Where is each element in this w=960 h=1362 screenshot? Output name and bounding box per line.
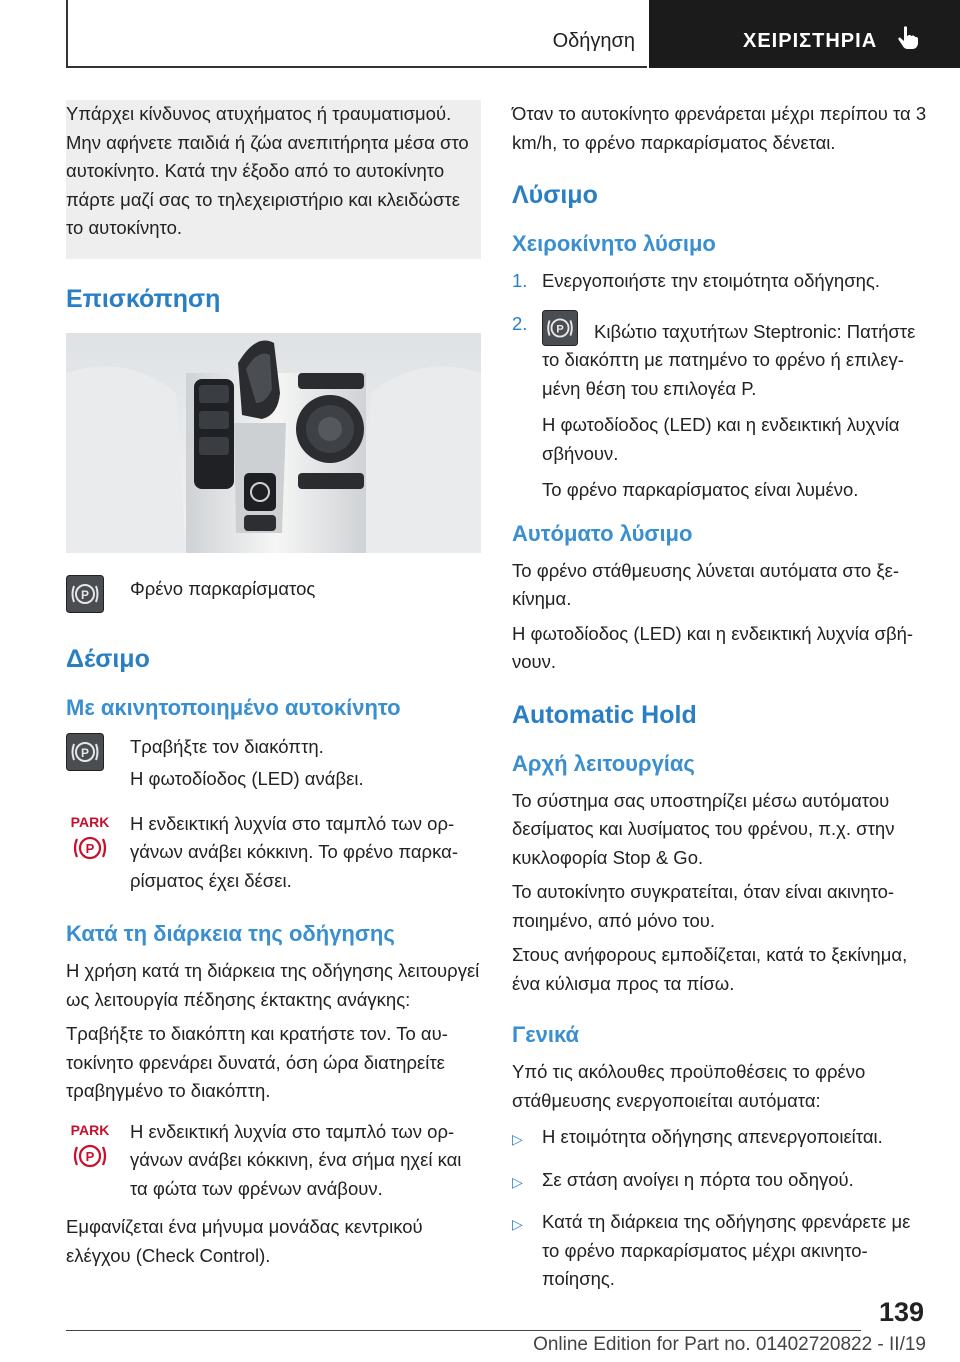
parking-brake-caption: Φρένο παρκαρίσματος: [130, 577, 316, 599]
parking-brake-switch-icon: [66, 733, 104, 771]
park-lamp-text-2: Η ενδεικτική λυχνία στο ταμπλό των οργάνων ανάβει κόκκινη, ένα σήμα ηχεί και τα φώτα των φρένων ανάβουν.: [130, 1120, 462, 1199]
driving-paragraph-1: Η χρήση κατά τη διάρκεια της οδήγησης λειτουργεί ως λειτουργία πέδησης έκτακτης ανάγκης:: [66, 960, 480, 1010]
driving-paragraph-2: Τραβήξτε το διακόπτη και κρατήστε τον. Το αυτοκίνητο φρενάρει δυνατά, όση ώρα διατηρείτε τραβηγμένο το διακόπτη.: [66, 1023, 448, 1101]
setting-heading: Δέσιμο: [66, 644, 150, 673]
list-item: [512, 1166, 930, 1197]
right-column: [512, 100, 930, 1306]
auto-release-paragraph-1: Το φρένο στάθμευσης λύνεται αυτόματα στο ξεκίνημα.: [512, 559, 900, 609]
manual-release-steps: [512, 267, 930, 505]
list-item-text: Η ετοιμότητα οδήγησης απενεργοποιείται.: [542, 1126, 883, 1147]
center-console-photo: [66, 333, 481, 553]
principle-paragraph-3: Στους ανήφορους εμποδίζεται, κατά το ξεκίνημα, ένα κύλισμα προς τα πίσω.: [512, 944, 908, 994]
park-lamp-text-1: Η ενδεικτική λυχνία στο ταμπλό των οργάνων ανάβει κόκκινη. Το φρένο παρκαρίσματος έχει δέσει.: [130, 812, 458, 891]
stationary-step-2: Η φωτοδίοδος (LED) ανάβει.: [130, 768, 364, 789]
step-extra-2: Το φρένο παρκαρίσματος είναι λυμένο.: [542, 479, 859, 500]
parking-brake-caption-row: [66, 575, 481, 613]
triangle-bullet-icon: ▷: [512, 1173, 523, 1190]
principle-heading: Αρχή λειτουργίας: [512, 750, 695, 776]
auto-release-paragraph-2: Η φωτοδίοδος (LED) και η ενδεικτική λυχνία σβήνουν.: [512, 622, 914, 672]
park-label: PARK: [70, 1121, 110, 1138]
manual-release-heading: Χειροκίνητο λύσιμο: [512, 231, 716, 256]
stationary-step-row: [66, 733, 481, 794]
overview-heading: Επισκόπηση: [66, 284, 221, 313]
header-section-title: Οδήγηση: [552, 30, 635, 52]
step-number: 1.: [512, 270, 528, 291]
principle-paragraph-1: Το σύστημα σας υποστηρίζει μέσω αυτόματου δεσίματος και λυσίματος του φρένου, π.χ. στην κυκλοφορία Stop & Go.: [512, 789, 895, 868]
step-text: Κιβώτιο ταχυτήτων Steptronic: Πατήστε το διακόπτη με πατημένο το φρένο ή επιλεγμένη θέση του επιλογέα P.: [542, 320, 916, 399]
intro-paragraph: Όταν το αυτοκίνητο φρενάρεται μέχρι περίπου τα 3 km/h, το φρένο παρκαρίσματος δένεται.: [512, 103, 927, 153]
left-column: [66, 100, 481, 1270]
stationary-heading: Με ακινητοποιημένο αυτοκίνητο: [66, 694, 401, 720]
park-warning-lamp-icon: [66, 1120, 114, 1176]
general-paragraph-1: Υπό τις ακόλουθες προϋποθέσεις το φρένο στάθμευσης ενεργοποιείται αυτόματα:: [512, 1061, 866, 1111]
footer-rule: [66, 1330, 861, 1331]
auto-release-heading: Αυτόματο λύσιμο: [512, 520, 693, 546]
list-item-text: Κατά τη διάρκεια της οδήγησης φρενάρετε με το φρένο παρκαρίσματος μέχρι ακινητοποίησης.: [542, 1211, 911, 1289]
step-item: [512, 267, 930, 296]
list-item: [512, 1208, 930, 1294]
parking-brake-switch-icon: [66, 575, 104, 613]
svg-text:P: P: [80, 587, 90, 602]
header-chapter-tab: [649, 0, 960, 68]
header-rule-bottom: [66, 66, 647, 68]
warning-box: [66, 100, 481, 259]
step-item: [512, 310, 930, 505]
principle-paragraph-2: Το αυτοκίνητο συγκρατείται, όταν είναι ακινητοποιημένο, από μόνο του.: [512, 881, 895, 931]
footer-edition: Online Edition for Part no. 01402720822 - II/19: [533, 1334, 926, 1355]
step-number: 2.: [512, 312, 528, 334]
park-label: PARK: [70, 813, 110, 830]
step-text: Ενεργοποιήστε την ετοιμότητα οδήγησης.: [542, 270, 880, 291]
release-heading: Λύσιμο: [512, 181, 598, 209]
hand-pointer-icon: [895, 24, 921, 55]
list-item-text: Σε στάση ανοίγει η πόρτα του οδηγού.: [542, 1168, 854, 1190]
driving-heading: Κατά τη διάρκεια της οδήγησης: [66, 921, 395, 946]
stationary-step-1: Τραβήξτε τον διακόπτη.: [130, 735, 324, 757]
header-rule-left: [66, 0, 68, 68]
parking-brake-switch-icon: [542, 310, 578, 346]
svg-text:P: P: [80, 745, 90, 760]
park-lamp-row-1: [66, 810, 481, 896]
triangle-bullet-icon: ▷: [512, 1216, 523, 1232]
page-number: 139: [878, 1297, 924, 1327]
step-extra-1: Η φωτοδίοδος (LED) και η ενδεικτική λυχνία σβήνουν.: [542, 414, 900, 464]
park-symbol: P: [85, 1148, 95, 1164]
triangle-bullet-icon: ▷: [512, 1131, 523, 1147]
conditions-list: [512, 1123, 930, 1294]
driving-paragraph-3: Εμφανίζεται ένα μήνυμα μονάδας κεντρικού ελέγχου (Check Control).: [66, 1216, 423, 1266]
list-item: [512, 1123, 930, 1154]
general-heading: Γενικά: [512, 1022, 580, 1047]
automatic-hold-heading: Automatic Hold: [512, 700, 697, 729]
svg-text:P: P: [556, 323, 564, 336]
park-lamp-row-2: [66, 1118, 481, 1204]
park-warning-lamp-icon: [66, 812, 114, 868]
header-chapter-title: ΧΕΙΡΙΣΤΗΡΙΑ: [743, 30, 878, 52]
park-symbol: P: [85, 840, 95, 856]
warning-text: Υπάρχει κίνδυνος ατυχήματος ή τραυματισμού. Μην αφήνετε παιδιά ή ζώα ανεπιτήρητα μέσα στο αυτοκίνητο. Κατά την έξοδο από το αυτοκίνητο πάρτε μαζί σας το τηλεχειριστήριο και κλειδώστε το αυτοκίνητο.: [66, 103, 469, 238]
